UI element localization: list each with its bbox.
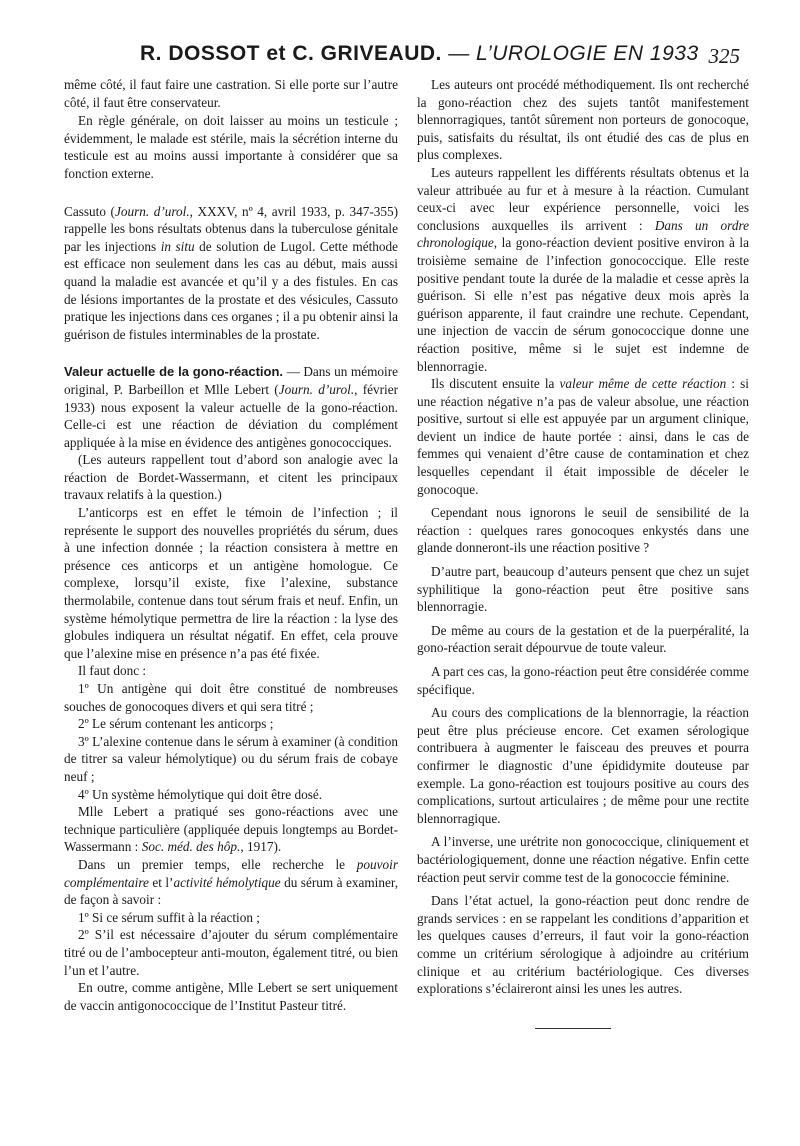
latin-term: in situ [160,238,195,254]
page-number: 325 [708,44,740,68]
paragraph: Les auteurs ont procédé méthodiquement. Ils ont recherché la gono-réaction chez des sujets tantôt manifestement blennorragiques, tantôt sûrement non porteurs de gonocoque, puis, satisfaits du résultat, ils ont étudié des cas de plus en plus complexes. [417,77,749,163]
paragraph: Dans l’état actuel, la gono-réaction peut donc rendre de grands services : en se rappelant les conditions d’apparition et les quelques causes d’erreurs, il faut voir la gono-réaction comme un critérium sérologique à adjoindre au critérium clinique et au critérium bactériologique. Ces diverses explorations s’éclaireront ainsi les unes les autres. [417,893,749,997]
section-gono-reaction: Valeur actuelle de la gono-réaction. — Dans un mémoire original, P. Barbeillon et Mlle Lebert (Journ. d’urol., février 1933) nous exposent la valeur actuelle de la gono-réaction. Celle-ci est une réaction de déviation du complément appliquée à la mise en évidence des antigènes gonococciques. [64,364,399,450]
list-item: 1º Un antigène qui doit être constitué de nombreuses souches de gonocoques divers et qui sera titré ; [64,681,398,714]
paragraph: même côté, il faut faire une castration. Si elle porte sur l’autre côté, il faut être conservateur. [64,77,398,110]
section-heading: Valeur actuelle de la gono-réaction. [64,364,284,380]
list-item: 1º Si ce sérum suffit à la réaction ; [78,909,260,925]
paragraph: (Les auteurs rappellent tout d’abord son analogie avec la réaction de Bordet-Wassermann, et citent les principaux travaux relatifs à la question.) [64,452,398,503]
list-item: 2º Le sérum contenant les anticorps ; [78,716,274,732]
paragraph: L’anticorps est en effet le témoin de l’infection ; il représente le support des nouvelles propriétés du sérum, dues à une infection donnée ; la réaction consistera à mettre en présence ces anticorps et un antigène homologue. Ce complexe, lorsqu’il existe, fixe l’alexine, substance thermolabile, contenue dans tout sérum frais et neuf. Enfin, un système hémolytique permettra de lire la réaction : la lyse des globules indiquera un résultat négatif. En effet, cela prouve que l’alexine mise en présence n’a pas été fixée. [64,505,398,661]
right-column [417,76,749,998]
paragraph: En outre, comme antigène, Mlle Lebert se sert uniquement de vaccin antigonococcique de l’Institut Pasteur titré. [64,980,398,1013]
paragraph-cassuto: Cassuto (Journ. d’urol., XXXV, nº 4, avril 1933, p. 347-355) rappelle les bons résultats obtenus dans la tuberculose génitale par les injections in situ de solution de Lugol. Cette méthode est efficace non seulement dans les cas au début, mais aussi quand la maladie est avancée et qu’il y a des fistules. En cas de lésions importantes de la prostate et des vésicules, Cassuto pratique les injections dans ces organes ; il a pu obtenir ainsi la guérison de fistules interminables de la prostate. [64,203,399,342]
paragraph: Cependant nous ignorons le seuil de sensibilité de la réaction : quelques rares gonocoques enkystés dans une glande donneront-ils une réaction positive ? [417,505,749,556]
paragraph: D’autre part, beaucoup d’auteurs pensent que chez un sujet syphilitique la gono-réaction peut être positive sans blennorragie. [417,564,749,615]
left-column [64,76,398,1014]
end-rule [535,1028,611,1029]
paragraph: Ils discutent ensuite la valeur même de cette réaction : si une réaction négative n’a pas de valeur absolue, une réaction positive, surtout si elle est appuyée par un argument clinique, devient un indice de haute portée : ainsi, dans le cas de femmes qui venaient d’être cause de contamination et chez lesquelles cependant il était impossible de déceler le gonocoque. [417,376,749,497]
paragraph: Les auteurs rappellent les différents résultats obtenus et la valeur attribuée au fur et à mesure à la réaction. Cumulant ceux-ci avec leur expérience personnelle, voici les conclusions auxquelles ils arrivent : Dans un ordre chronologique, la gono-réaction devient positive environ à la troisième semaine de l’infection gonococcique. Elle reste positive pendant toute la durée de la maladie et cesse après la guérison. Si elle n’est pas négative deux mois après la guérison apparente, il faut craindre une rechute. Cependant, une injection de vaccin de sérum gonococcique donne une réaction positive, même si le sujet est indemne de blennorragie. [417,164,750,374]
emphasis: activité hémolytique [173,874,281,890]
paragraph: En règle générale, on doit laisser au moins un testicule ; évidemment, le malade est stérile, mais la sécrétion interne du testicule est au moins aussi importante à considérer que sa fonction externe. [64,113,398,181]
journal-ref: Journ. d’urol. [278,381,355,397]
paragraph: Mlle Lebert a pratiqué ses gono-réactions avec une technique particulière (appliquée depuis longtemps au Bordet-Wassermann : Soc. méd. des hôp., 1917). [64,804,398,855]
journal-ref: Soc. méd. des hôp. [141,839,241,855]
emphasis: pouvoir complémentaire [64,856,398,890]
paragraph: A part ces cas, la gono-réaction peut être considérée comme spécifique. [417,664,749,697]
header-authors: R. DOSSOT et C. GRIVEAUD. [140,42,442,65]
paragraph: Dans un premier temps, elle recherche le pouvoir complémentaire et l’activité hémolytique du sérum à examiner, de façon à savoir : [64,856,399,908]
header-subject: L’UROLOGIE EN 1933 [476,42,699,65]
running-header [64,38,740,78]
paragraph: A l’inverse, une urétrite non gonococcique, cliniquement et bactériologiquement, donne une réaction négative. Enfin cette réaction peut servir comme test de la gonococcie féminine. [417,834,749,885]
running-title [140,42,699,66]
list-item: 4º Un système hémolytique qui doit être dosé. [78,786,323,802]
emphasis: Dans un ordre chronologique [417,217,750,251]
list-item: 3º L’alexine contenue dans le sérum à examiner (à condition de titrer sa valeur hémolytique) ou du sérum frais de cobaye neuf ; [64,733,398,784]
paragraph: Au cours des complications de la blennorragie, la réaction peut être plus précieuse encore. Cet examen sérologique contribuera à augmenter le faisceau des preuves et pourra confirmer le diagnostic d’une épididymite douteuse par exemple. La gono-réaction est toujours positive au cours des complications, surtout articulaires ; de même pour une rectite blennorragique. [417,705,749,826]
emphasis: valeur même de cette réaction [559,376,727,392]
paragraph: De même au cours de la gestation et de la puerpéralité, la gono-réaction serait dépourvue de toute valeur. [417,622,749,656]
header-dash: — [441,42,477,65]
list-item: 2º S’il est nécessaire d’ajouter du sérum complémentaire titré ou de l’ambocepteur anti-mouton, également titré, ou bien l’un et l’autre. [64,927,398,978]
journal-ref: Journ. d’urol. [114,203,190,219]
paragraph: Il faut donc : [78,663,147,679]
